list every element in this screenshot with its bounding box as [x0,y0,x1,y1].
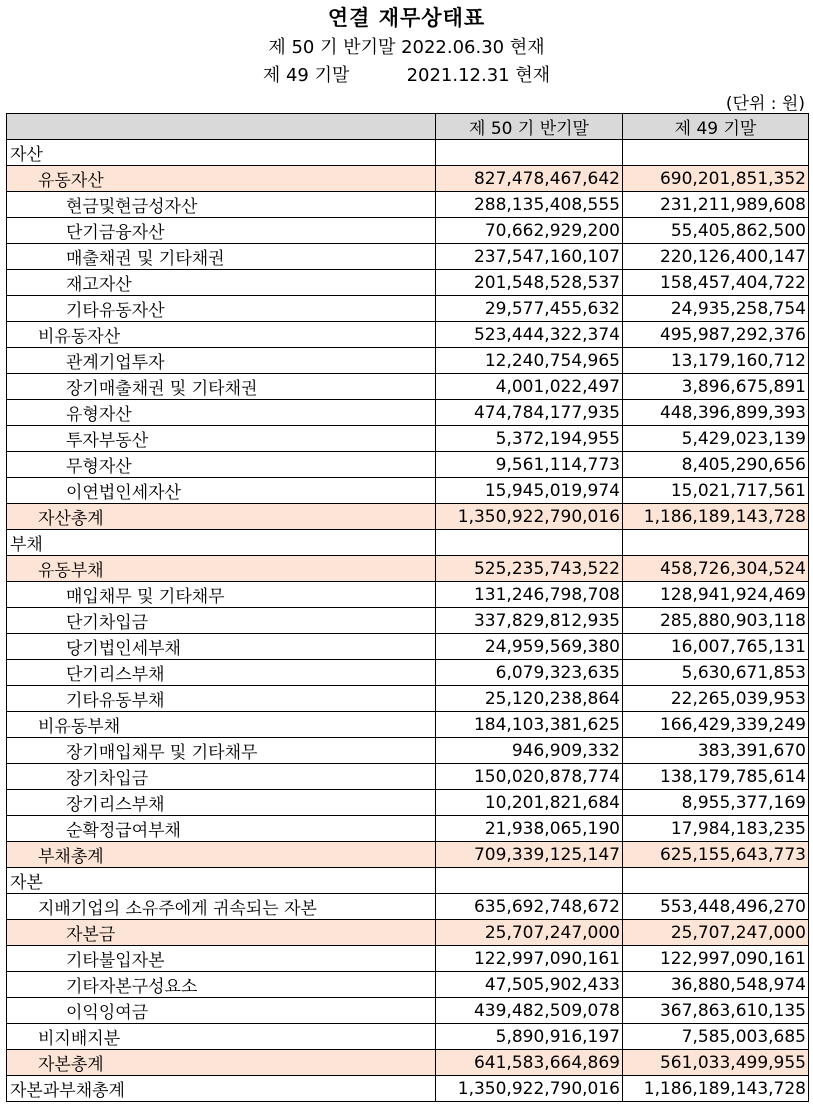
table-row [7,400,809,426]
current-period-value: 523,444,322,374 [436,322,623,348]
account-label: 이연법인세자산 [7,478,436,504]
table-row [7,452,809,478]
current-period-value [436,140,623,166]
account-label: 부채총계 [7,842,436,868]
table-row [7,296,809,322]
current-period-value: 946,909,332 [436,738,623,764]
current-period-value: 70,662,929,200 [436,218,623,244]
prior-period-value: 285,880,903,118 [623,608,809,634]
prior-period-value: 15,021,717,561 [623,478,809,504]
account-label: 유동부채 [7,556,436,582]
table-row [7,348,809,374]
account-label: 매입채무 및 기타채무 [7,582,436,608]
table-row [7,478,809,504]
account-label: 비지배지분 [7,1024,436,1050]
table-row [7,556,809,582]
prior-period-value: 561,033,499,955 [623,1050,809,1076]
table-row [7,972,809,998]
prior-period-value: 448,396,899,393 [623,400,809,426]
table-row [7,686,809,712]
current-period-value: 5,372,194,955 [436,426,623,452]
account-label: 장기매출채권 및 기타채권 [7,374,436,400]
period-current: 제 50 기 반기말 2022.06.30 현재 [268,37,545,58]
current-period-value: 525,235,743,522 [436,556,623,582]
prior-period-value: 383,391,670 [623,738,809,764]
account-label: 자본금 [7,920,436,946]
prior-period-value: 24,935,258,754 [623,296,809,322]
prior-period-value [623,140,809,166]
table-row [7,374,809,400]
table-row [7,504,809,530]
table-row [7,868,809,894]
table-row [7,790,809,816]
prior-period-value: 158,457,404,722 [623,270,809,296]
current-period-value: 1,350,922,790,016 [436,1076,623,1102]
prior-period-value: 7,585,003,685 [623,1024,809,1050]
current-period-value: 12,240,754,965 [436,348,623,374]
account-label: 현금및현금성자산 [7,192,436,218]
account-label: 부채 [7,530,436,556]
column-header-account [7,114,436,140]
prior-period-value: 367,863,610,135 [623,998,809,1024]
account-label: 기타유동자산 [7,296,436,322]
account-label: 순확정급여부채 [7,816,436,842]
table-body [7,140,809,1102]
table-row [7,738,809,764]
prior-period-value: 5,429,023,139 [623,426,809,452]
table-row [7,634,809,660]
current-period-value [436,868,623,894]
table-row [7,764,809,790]
account-label: 유형자산 [7,400,436,426]
account-label: 단기리스부채 [7,660,436,686]
account-label: 재고자산 [7,270,436,296]
account-label: 장기리스부채 [7,790,436,816]
prior-period-value [623,868,809,894]
prior-period-value: 1,186,189,143,728 [623,504,809,530]
table-row [7,842,809,868]
table-row [7,582,809,608]
prior-period-value: 690,201,851,352 [623,166,809,192]
account-label: 자본총계 [7,1050,436,1076]
prior-period-value: 36,880,548,974 [623,972,809,998]
prior-period-value: 122,997,090,161 [623,946,809,972]
table-row [7,322,809,348]
account-label: 자산 [7,140,436,166]
current-period-value: 122,997,090,161 [436,946,623,972]
table-row [7,920,809,946]
current-period-value: 25,707,247,000 [436,920,623,946]
account-label: 비유동자산 [7,322,436,348]
table-row [7,426,809,452]
table-row [7,140,809,166]
current-period-value: 25,120,238,864 [436,686,623,712]
current-period-value: 827,478,467,642 [436,166,623,192]
table-row [7,244,809,270]
table-row [7,1050,809,1076]
account-label: 자본과부채총계 [7,1076,436,1102]
table-row [7,218,809,244]
prior-period-value: 166,429,339,249 [623,712,809,738]
account-label: 기타자본구성요소 [7,972,436,998]
prior-period-value: 55,405,862,500 [623,218,809,244]
current-period-value: 474,784,177,935 [436,400,623,426]
current-period-value: 21,938,065,190 [436,816,623,842]
current-period-value: 1,350,922,790,016 [436,504,623,530]
account-label: 지배기업의 소유주에게 귀속되는 자본 [7,894,436,920]
current-period-value: 47,505,902,433 [436,972,623,998]
account-label: 자산총계 [7,504,436,530]
column-header-current: 제 50 기 반기말 [436,114,623,140]
prior-period-value: 553,448,496,270 [623,894,809,920]
prior-period-value: 458,726,304,524 [623,556,809,582]
table-row [7,712,809,738]
table-row [7,608,809,634]
current-period-value: 29,577,455,632 [436,296,623,322]
current-period-value: 5,890,916,197 [436,1024,623,1050]
account-label: 장기차입금 [7,764,436,790]
current-period-value: 635,692,748,672 [436,894,623,920]
table-row [7,166,809,192]
prior-period-value: 8,955,377,169 [623,790,809,816]
current-period-value: 709,339,125,147 [436,842,623,868]
account-label: 관계기업투자 [7,348,436,374]
prior-period-value: 495,987,292,376 [623,322,809,348]
account-label: 비유동부채 [7,712,436,738]
page-title: 연결 재무상태표 [327,6,486,30]
column-header-prior: 제 49 기말 [623,114,809,140]
prior-period-value: 3,896,675,891 [623,374,809,400]
unit-label: (단위 : 원) [725,94,805,114]
table-row [7,946,809,972]
table-row [7,998,809,1024]
period-prior: 제 49 기말 2021.12.31 현재 [262,65,551,86]
account-label: 단기차입금 [7,608,436,634]
table-row [7,530,809,556]
account-label: 당기법인세부채 [7,634,436,660]
prior-period-value: 22,265,039,953 [623,686,809,712]
current-period-value: 337,829,812,935 [436,608,623,634]
table-row [7,816,809,842]
account-label: 매출채권 및 기타채권 [7,244,436,270]
current-period-value: 9,561,114,773 [436,452,623,478]
prior-period-value [623,530,809,556]
account-label: 단기금융자산 [7,218,436,244]
table-row [7,894,809,920]
current-period-value: 15,945,019,974 [436,478,623,504]
table-header-row [7,114,809,140]
table-row [7,660,809,686]
prior-period-value: 13,179,160,712 [623,348,809,374]
current-period-value: 150,020,878,774 [436,764,623,790]
prior-period-value: 625,155,643,773 [623,842,809,868]
prior-period-value: 16,007,765,131 [623,634,809,660]
account-label: 기타유동부채 [7,686,436,712]
table-row [7,192,809,218]
prior-period-value: 138,179,785,614 [623,764,809,790]
current-period-value: 439,482,509,078 [436,998,623,1024]
current-period-value: 10,201,821,684 [436,790,623,816]
table-row [7,1024,809,1050]
account-label: 유동자산 [7,166,436,192]
balance-sheet-table [6,113,809,1102]
account-label: 무형자산 [7,452,436,478]
current-period-value: 131,246,798,708 [436,582,623,608]
current-period-value: 6,079,323,635 [436,660,623,686]
prior-period-value: 25,707,247,000 [623,920,809,946]
current-period-value: 201,548,528,537 [436,270,623,296]
current-period-value: 288,135,408,555 [436,192,623,218]
table-row [7,1076,809,1102]
prior-period-value: 231,211,989,608 [623,192,809,218]
account-label: 기타불입자본 [7,946,436,972]
account-label: 투자부동산 [7,426,436,452]
current-period-value: 4,001,022,497 [436,374,623,400]
prior-period-value: 1,186,189,143,728 [623,1076,809,1102]
account-label: 이익잉여금 [7,998,436,1024]
table-row [7,270,809,296]
account-label: 자본 [7,868,436,894]
current-period-value: 641,583,664,869 [436,1050,623,1076]
current-period-value [436,530,623,556]
current-period-value: 237,547,160,107 [436,244,623,270]
current-period-value: 24,959,569,380 [436,634,623,660]
prior-period-value: 5,630,671,853 [623,660,809,686]
current-period-value: 184,103,381,625 [436,712,623,738]
prior-period-value: 128,941,924,469 [623,582,809,608]
account-label: 장기매입채무 및 기타채무 [7,738,436,764]
prior-period-value: 220,126,400,147 [623,244,809,270]
prior-period-value: 17,984,183,235 [623,816,809,842]
prior-period-value: 8,405,290,656 [623,452,809,478]
